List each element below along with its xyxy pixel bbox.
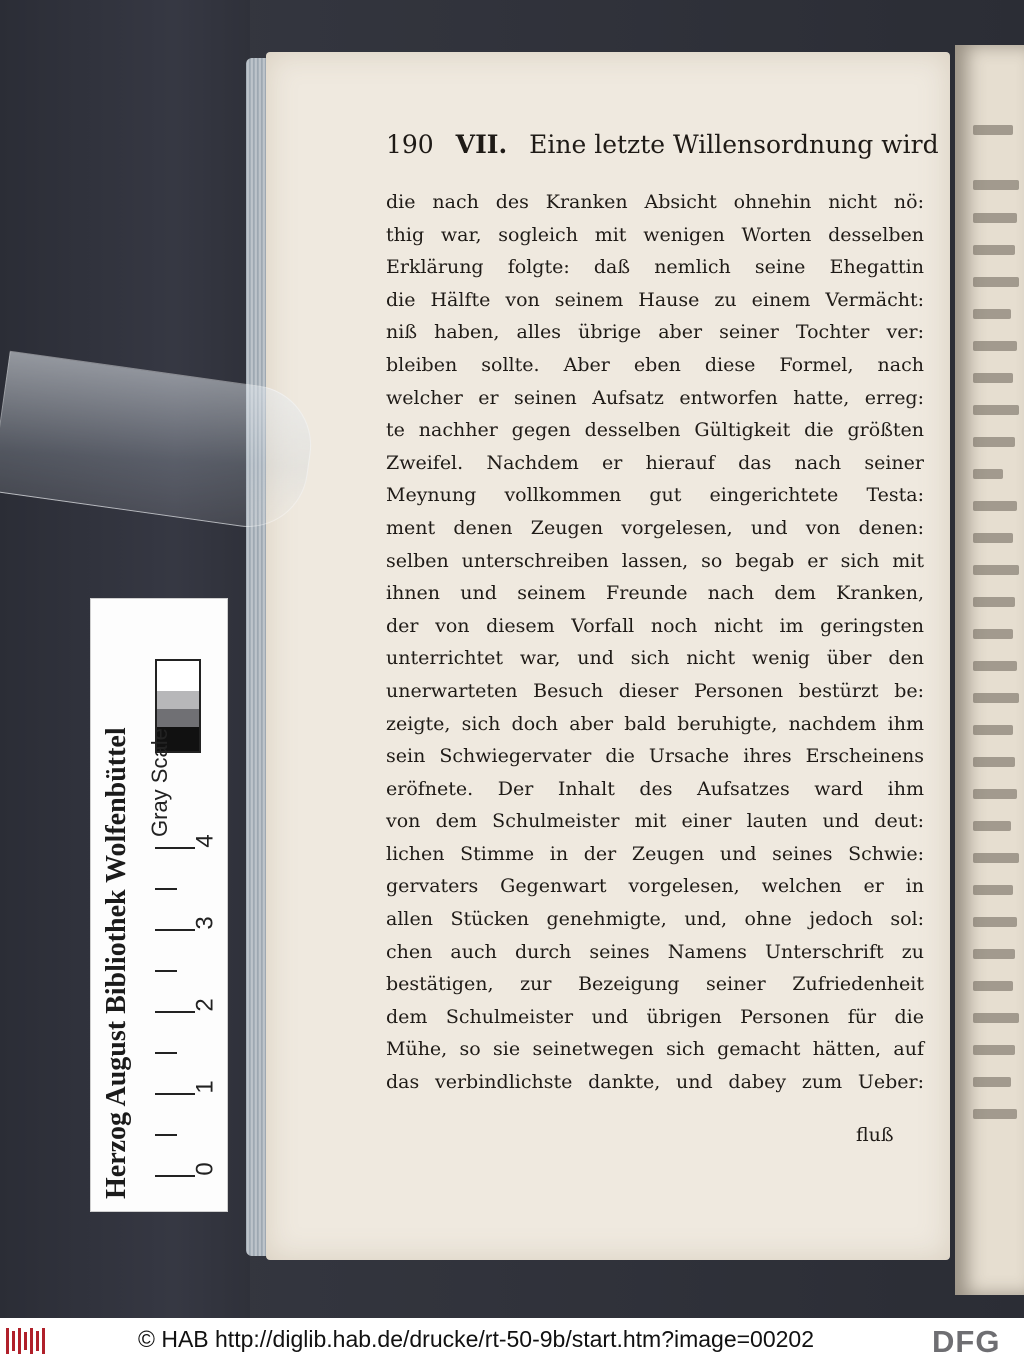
running-title: Eine letzte Willensordnung wird [529, 130, 939, 159]
facing-text-fragment [973, 725, 1013, 735]
ruler-tick-minor [155, 888, 177, 890]
facing-text-fragment [973, 757, 1015, 767]
text-line: chen auch durch seines Namens Unterschrift zu [386, 940, 924, 963]
text-line: te nachher gegen desselben Gültigkeit die größten [386, 419, 924, 442]
gray-scale-ruler [90, 598, 228, 1212]
ruler-tick-minor [155, 1134, 177, 1136]
facing-text-fragment [973, 125, 1013, 135]
text-line: die nach des Kranken Absicht ohnehin nicht nö: [386, 191, 924, 213]
facing-page-edge [955, 45, 1024, 1295]
facing-text-fragment [973, 341, 1017, 351]
facing-text-fragment [973, 373, 1013, 383]
facing-text-fragment [973, 597, 1015, 607]
facing-text-fragment [973, 885, 1013, 895]
text-line: niß haben, alles übrige aber seiner Tochter ver: [386, 321, 924, 344]
text-line: allen Stücken genehmigte, und, ohne jedoch sol: [386, 908, 924, 931]
text-line: Erklärung folgte: daß nemlich seine Ehegattin [386, 256, 924, 279]
facing-text-fragment [973, 245, 1015, 255]
page-number: 190 [386, 130, 434, 159]
facing-text-fragment [973, 309, 1011, 319]
facing-text-fragment [973, 949, 1015, 959]
text-line: thig war, sogleich mit wenigen Worten desselben [386, 223, 924, 246]
text-line: dem Schulmeister und übrigen Personen für die [386, 1005, 924, 1028]
facing-text-fragment [973, 661, 1017, 671]
ruler-tick [155, 1175, 195, 1177]
facing-text-fragment [973, 1077, 1011, 1087]
swatch-dark-gray [155, 709, 201, 727]
text-line: bleiben sollte. Aber eben diese Formel, nach [386, 353, 924, 376]
facing-text-fragment [973, 180, 1019, 190]
ruler-tick [155, 1093, 195, 1095]
gray-scale-label: Gray Scale [147, 728, 172, 837]
text-line: sein Schwiegervater die Ursache ihres Erscheinens [386, 745, 924, 768]
book-page [266, 52, 950, 1260]
facing-text-fragment [973, 821, 1011, 831]
text-line: die Hälfte von seinem Hause zu einem Vermächt: [386, 288, 924, 311]
facing-text-fragment [973, 405, 1019, 415]
text-line: gervaters Gegenwart vorgelesen, welchen er in [386, 875, 924, 898]
chapter-number: VII. [455, 130, 508, 159]
facing-text-fragment [973, 437, 1015, 447]
ruler-tick-minor [155, 970, 177, 972]
facing-text-fragment [973, 693, 1019, 703]
text-line: zeigte, sich doch aber bald beruhigte, nachdem ihm [386, 712, 924, 735]
facing-text-fragment [973, 981, 1013, 991]
text-line: Meynung vollkommen gut eingerichtete Testa: [386, 484, 924, 507]
facing-text-fragment [973, 789, 1017, 799]
hab-logo-icon [6, 1328, 46, 1354]
text-line: der von diesem Vorfall noch nicht im geringsten [386, 614, 924, 637]
ruler-tick [155, 1011, 195, 1013]
facing-text-fragment [973, 469, 1003, 479]
body-text [386, 186, 924, 1099]
text-line: Zweifel. Nachdem er hierauf das nach seiner [386, 451, 924, 474]
ruler-number: 3 [191, 916, 219, 930]
text-line: das verbindlichste dankte, und dabey zum Ueber: [386, 1071, 924, 1094]
text-line: selben unterschreiben lassen, so begab er sich mit [386, 549, 924, 572]
text-line: von dem Schulmeister mit einer lauten und deut: [386, 810, 924, 833]
facing-text-fragment [973, 917, 1017, 927]
ruler-number: 1 [191, 1080, 219, 1094]
ruler-number: 4 [191, 834, 219, 848]
text-line: ihnen und seinem Freunde nach dem Kranken, [386, 582, 924, 605]
catchword: fluß [856, 1124, 894, 1146]
ruler-number: 2 [191, 998, 219, 1012]
facing-text-fragment [973, 1045, 1015, 1055]
facing-text-fragment [973, 213, 1017, 223]
dfg-logo: DFG [932, 1324, 1001, 1359]
facing-text-fragment [973, 533, 1013, 543]
facing-text-fragment [973, 277, 1019, 287]
facing-text-fragment [973, 1109, 1017, 1119]
footer-bar [0, 1318, 1024, 1363]
text-line: eröfnete. Der Inhalt des Aufsatzes ward ihm [386, 777, 924, 800]
swatch-light-gray [155, 691, 201, 709]
ruler-institution-name: Herzog August Bibliothek Wolfenbüttel [101, 727, 132, 1199]
facing-text-fragment [973, 853, 1019, 863]
ruler-tick-minor [155, 1052, 177, 1054]
text-line: welcher er seinen Aufsatz entworfen hatte, erreg: [386, 386, 924, 409]
text-line: unterrichtet war, und sich nicht wenig über den [386, 647, 924, 670]
facing-text-fragment [973, 1013, 1019, 1023]
ruler-number: 0 [191, 1162, 219, 1176]
text-line: lichen Stimme in der Zeugen und seines Schwie: [386, 842, 924, 865]
ruler-tick [155, 847, 195, 849]
page-header [386, 130, 939, 159]
facing-text-fragment [973, 565, 1019, 575]
facing-text-fragment [973, 501, 1017, 511]
swatch-white [155, 659, 201, 691]
text-line: ment denen Zeugen vorgelesen, und von denen: [386, 516, 924, 539]
facing-text-fragment [973, 629, 1013, 639]
ruler-tick [155, 929, 195, 931]
text-line: unerwarteten Besuch dieser Personen bestürzt be: [386, 679, 924, 702]
text-line: bestätigen, zur Bezeigung seiner Zufriedenheit [386, 973, 924, 996]
copyright-url[interactable]: © HAB http://diglib.hab.de/drucke/rt-50-9b/start.htm?image=00202 [138, 1326, 815, 1352]
text-line: Mühe, so sie seinetwegen sich gemacht hätten, auf [386, 1038, 924, 1061]
